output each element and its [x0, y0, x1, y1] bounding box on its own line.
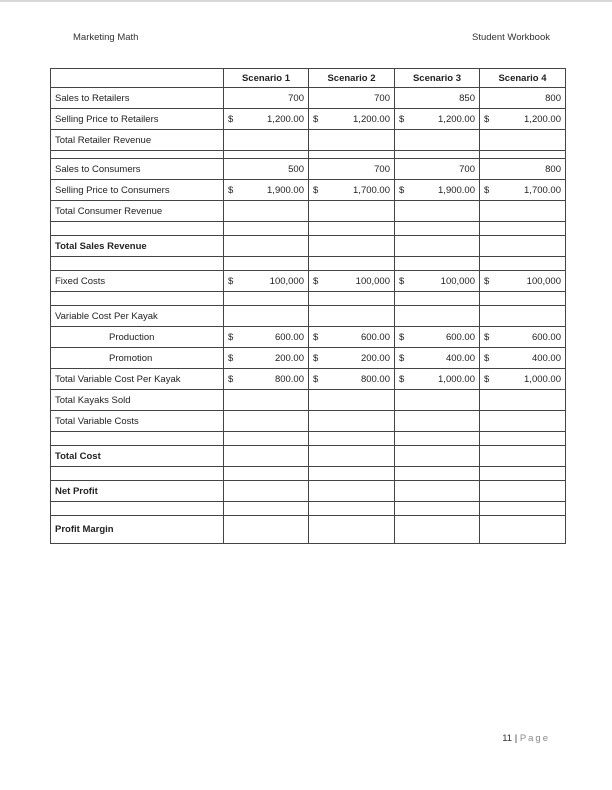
- currency-symbol: $: [399, 275, 405, 287]
- currency-symbol: $: [228, 373, 234, 385]
- row-label: Production: [51, 327, 224, 348]
- column-header-scenario-1: Scenario 1: [224, 69, 309, 88]
- money-amount: 800.00: [274, 373, 304, 385]
- table-row: [51, 88, 566, 109]
- money-amount: 100,000: [440, 275, 475, 287]
- table-row: [51, 327, 566, 348]
- money-cell: [309, 271, 395, 292]
- money-amount: 1,200.00: [524, 113, 561, 125]
- value-cell: 800: [480, 88, 566, 109]
- spacer-row: [51, 502, 566, 516]
- money-amount: 100,000: [269, 275, 304, 287]
- empty-answer-cell[interactable]: [309, 516, 395, 544]
- table-row: [51, 481, 566, 502]
- currency-symbol: $: [313, 113, 319, 125]
- row-label: Total Consumer Revenue: [51, 201, 224, 222]
- empty-answer-cell[interactable]: [309, 411, 395, 432]
- currency-symbol: $: [399, 331, 405, 343]
- table-row: [51, 180, 566, 201]
- money-amount: 100,000: [355, 275, 390, 287]
- money-cell: [309, 180, 395, 201]
- money-cell: [309, 327, 395, 348]
- empty-answer-cell[interactable]: [480, 236, 566, 257]
- table-row: [51, 446, 566, 467]
- table-row: [51, 411, 566, 432]
- money-cell: [395, 369, 480, 390]
- row-label: Profit Margin: [51, 516, 224, 544]
- currency-symbol: $: [228, 352, 234, 364]
- column-header-scenario-4: Scenario 4: [480, 69, 566, 88]
- table-header-row: [51, 69, 566, 88]
- empty-answer-cell[interactable]: [309, 446, 395, 467]
- empty-answer-cell[interactable]: [309, 130, 395, 151]
- empty-answer-cell[interactable]: [224, 481, 309, 502]
- blank-cell: [395, 306, 480, 327]
- value-cell: 850: [395, 88, 480, 109]
- money-cell: [395, 327, 480, 348]
- value-cell: 700: [309, 88, 395, 109]
- header-title-left: Marketing Math: [73, 32, 139, 43]
- blank-cell: [480, 306, 566, 327]
- page-top-border: [0, 0, 612, 2]
- money-cell: [395, 180, 480, 201]
- money-cell: [224, 109, 309, 130]
- money-amount: 1,000.00: [438, 373, 475, 385]
- empty-answer-cell[interactable]: [395, 411, 480, 432]
- currency-symbol: $: [313, 184, 319, 196]
- spacer-row: [51, 467, 566, 481]
- empty-answer-cell[interactable]: [224, 130, 309, 151]
- currency-symbol: $: [484, 373, 490, 385]
- empty-answer-cell[interactable]: [224, 446, 309, 467]
- row-label: Sales to Consumers: [51, 159, 224, 180]
- currency-symbol: $: [313, 373, 319, 385]
- row-label: Net Profit: [51, 481, 224, 502]
- value-cell: 700: [309, 159, 395, 180]
- money-amount: 800.00: [360, 373, 390, 385]
- money-cell: [480, 180, 566, 201]
- value-cell: 700: [395, 159, 480, 180]
- money-cell: [224, 348, 309, 369]
- table-row: [51, 130, 566, 151]
- money-amount: 600.00: [274, 331, 304, 343]
- money-cell: [480, 271, 566, 292]
- empty-answer-cell[interactable]: [480, 481, 566, 502]
- money-amount: 400.00: [445, 352, 475, 364]
- row-label: Selling Price to Retailers: [51, 109, 224, 130]
- money-amount: 1,900.00: [438, 184, 475, 196]
- value-cell: 800: [480, 159, 566, 180]
- spacer-row: [51, 222, 566, 236]
- empty-answer-cell[interactable]: [395, 130, 480, 151]
- row-label: Selling Price to Consumers: [51, 180, 224, 201]
- page-number: 11: [502, 733, 513, 744]
- row-label: Promotion: [51, 348, 224, 369]
- money-cell: [480, 109, 566, 130]
- money-cell: [309, 369, 395, 390]
- currency-symbol: $: [313, 331, 319, 343]
- blank-cell: [224, 306, 309, 327]
- empty-answer-cell[interactable]: [224, 201, 309, 222]
- money-cell: [224, 369, 309, 390]
- currency-symbol: $: [228, 331, 234, 343]
- table-row: [51, 159, 566, 180]
- money-cell: [480, 327, 566, 348]
- money-amount: 200.00: [274, 352, 304, 364]
- money-amount: 100,000: [526, 275, 561, 287]
- table-row: [51, 369, 566, 390]
- row-label: Fixed Costs: [51, 271, 224, 292]
- empty-answer-cell[interactable]: [224, 411, 309, 432]
- empty-answer-cell[interactable]: [395, 516, 480, 544]
- empty-answer-cell[interactable]: [395, 481, 480, 502]
- money-cell: [309, 109, 395, 130]
- money-amount: 600.00: [360, 331, 390, 343]
- table-row: [51, 348, 566, 369]
- money-amount: 1,000.00: [524, 373, 561, 385]
- empty-answer-cell[interactable]: [309, 390, 395, 411]
- value-cell: 700: [224, 88, 309, 109]
- currency-symbol: $: [484, 275, 490, 287]
- money-amount: 1,200.00: [353, 113, 390, 125]
- currency-symbol: $: [313, 275, 319, 287]
- spacer-row: [51, 292, 566, 306]
- empty-answer-cell[interactable]: [395, 446, 480, 467]
- money-cell: [309, 348, 395, 369]
- empty-answer-cell[interactable]: [224, 516, 309, 544]
- money-cell: [224, 180, 309, 201]
- money-cell: [395, 348, 480, 369]
- row-label: Total Kayaks Sold: [51, 390, 224, 411]
- money-amount: 1,200.00: [438, 113, 475, 125]
- money-amount: 600.00: [531, 331, 561, 343]
- empty-answer-cell[interactable]: [395, 201, 480, 222]
- currency-symbol: $: [484, 352, 490, 364]
- row-label: Total Cost: [51, 446, 224, 467]
- spacer-row: [51, 151, 566, 159]
- currency-symbol: $: [484, 331, 490, 343]
- money-cell: [395, 109, 480, 130]
- money-cell: [224, 327, 309, 348]
- table-row: [51, 271, 566, 292]
- page-word: Page: [519, 733, 550, 744]
- currency-symbol: $: [399, 113, 405, 125]
- value-cell: 500: [224, 159, 309, 180]
- blank-cell: [309, 306, 395, 327]
- column-header-scenario-3: Scenario 3: [395, 69, 480, 88]
- row-label: Sales to Retailers: [51, 88, 224, 109]
- row-label: Total Variable Costs: [51, 411, 224, 432]
- empty-answer-cell[interactable]: [224, 390, 309, 411]
- table-row: [51, 306, 566, 327]
- currency-symbol: $: [399, 184, 405, 196]
- money-cell: [480, 348, 566, 369]
- money-amount: 200.00: [360, 352, 390, 364]
- currency-symbol: $: [399, 352, 405, 364]
- money-cell: [224, 271, 309, 292]
- currency-symbol: $: [484, 184, 490, 196]
- empty-answer-cell[interactable]: [395, 236, 480, 257]
- page-footer: [502, 733, 550, 744]
- currency-symbol: $: [399, 373, 405, 385]
- currency-symbol: $: [228, 275, 234, 287]
- spacer-row: [51, 257, 566, 271]
- row-label: Total Variable Cost Per Kayak: [51, 369, 224, 390]
- money-cell: [480, 369, 566, 390]
- header-title-right: Student Workbook: [472, 32, 550, 43]
- empty-answer-cell[interactable]: [480, 446, 566, 467]
- money-cell: [395, 271, 480, 292]
- empty-answer-cell[interactable]: [480, 411, 566, 432]
- empty-answer-cell[interactable]: [480, 201, 566, 222]
- empty-answer-cell[interactable]: [480, 516, 566, 544]
- row-label: Total Retailer Revenue: [51, 130, 224, 151]
- header-blank-cell: [51, 69, 224, 88]
- money-amount: 1,700.00: [524, 184, 561, 196]
- empty-answer-cell[interactable]: [309, 201, 395, 222]
- table-row: [51, 236, 566, 257]
- row-label: Variable Cost Per Kayak: [51, 306, 224, 327]
- spacer-row: [51, 432, 566, 446]
- empty-answer-cell[interactable]: [309, 481, 395, 502]
- currency-symbol: $: [484, 113, 490, 125]
- row-label: Total Sales Revenue: [51, 236, 224, 257]
- table-row: [51, 516, 566, 544]
- empty-answer-cell[interactable]: [309, 236, 395, 257]
- table-row: [51, 201, 566, 222]
- money-amount: 600.00: [445, 331, 475, 343]
- table-row: [51, 390, 566, 411]
- currency-symbol: $: [313, 352, 319, 364]
- page-separator: |: [514, 733, 518, 744]
- currency-symbol: $: [228, 113, 234, 125]
- empty-answer-cell[interactable]: [224, 236, 309, 257]
- money-amount: 1,900.00: [267, 184, 304, 196]
- column-header-scenario-2: Scenario 2: [309, 69, 395, 88]
- money-amount: 400.00: [531, 352, 561, 364]
- empty-answer-cell[interactable]: [480, 130, 566, 151]
- money-amount: 1,700.00: [353, 184, 390, 196]
- currency-symbol: $: [228, 184, 234, 196]
- empty-answer-cell[interactable]: [480, 390, 566, 411]
- empty-answer-cell[interactable]: [395, 390, 480, 411]
- table-row: [51, 109, 566, 130]
- money-amount: 1,200.00: [267, 113, 304, 125]
- scenario-worksheet-table: [50, 68, 566, 544]
